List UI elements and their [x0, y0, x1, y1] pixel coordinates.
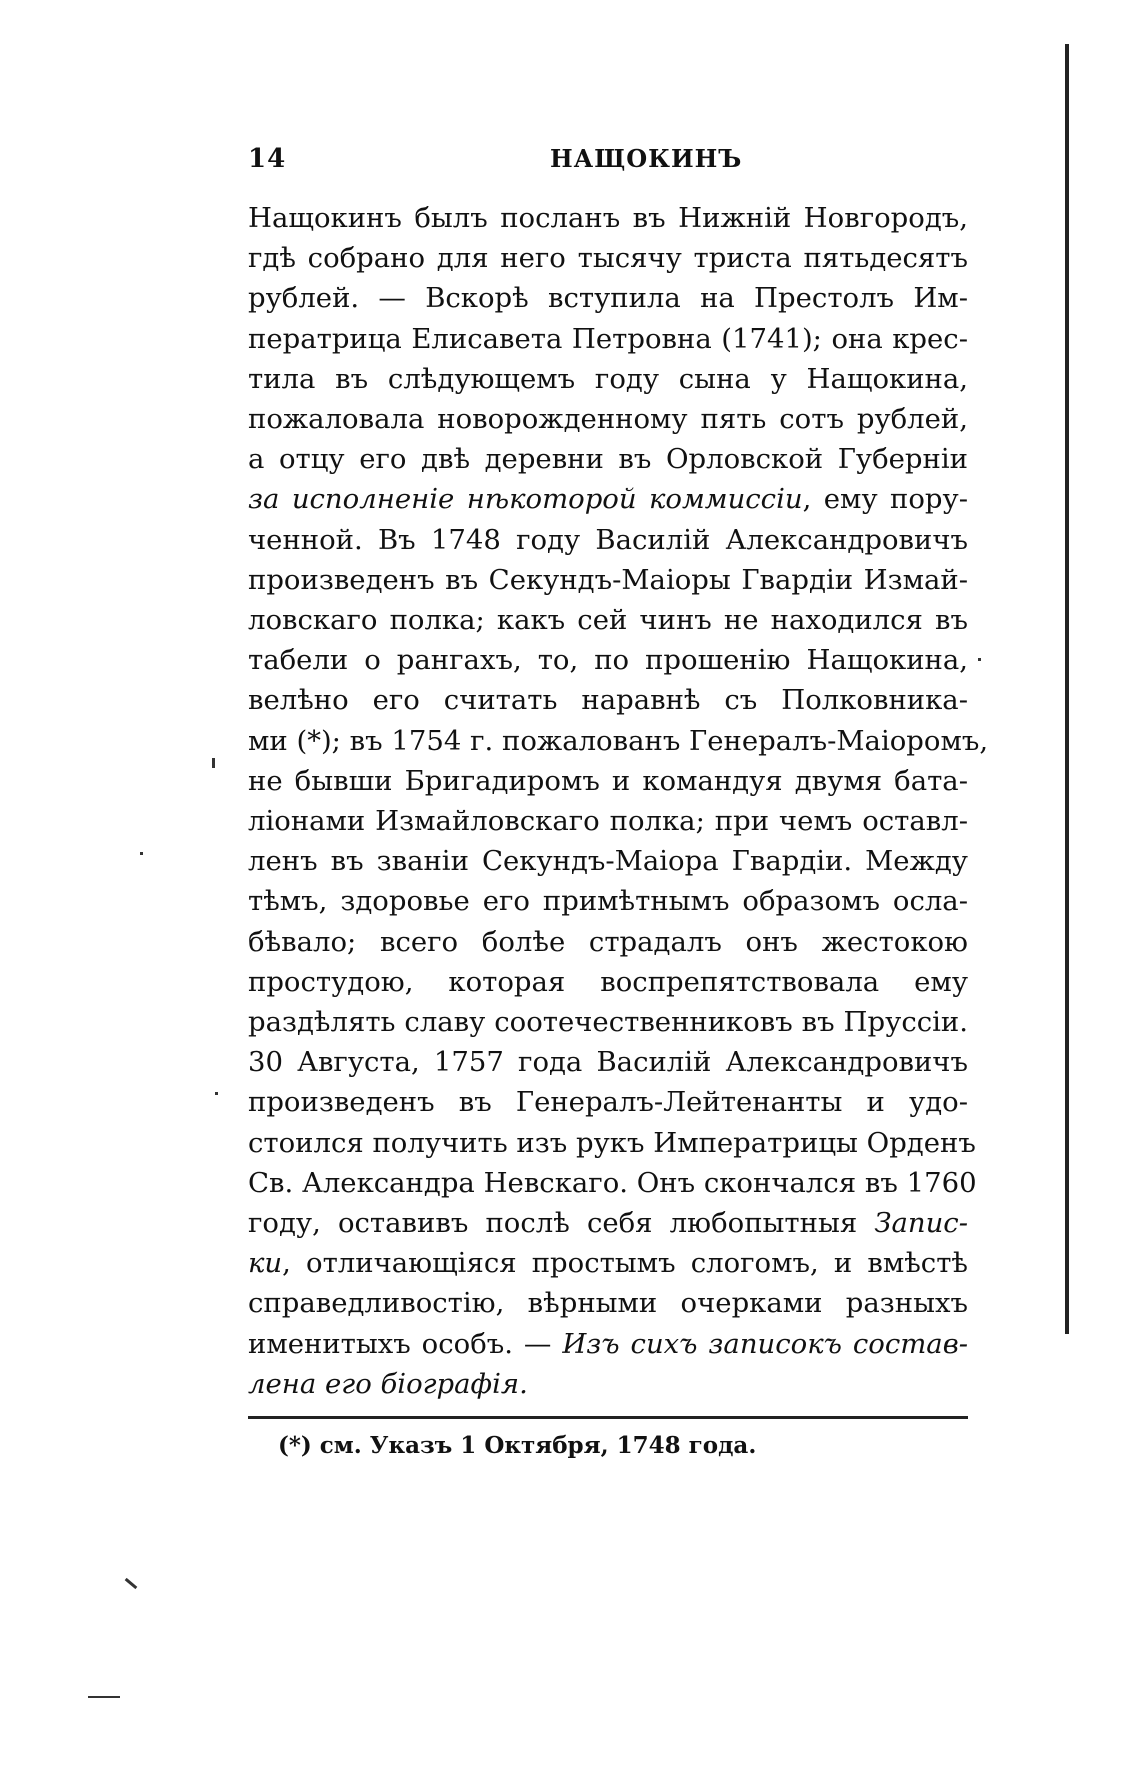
text-fragment: , ему пору-: [802, 483, 969, 516]
ink-speck: [978, 658, 981, 661]
text-line-mixed: [248, 1364, 968, 1404]
text-line: справедливостію, вѣрными очерками разныхъ: [248, 1287, 968, 1320]
text-line: пожаловала новорожденному пять сотъ рублей,: [248, 403, 968, 436]
text-line: раздѣлять славу соотечественниковъ въ Пруссіи.: [248, 1006, 968, 1039]
text-line: велѣно его считать наравнѣ съ Полковника-: [248, 684, 968, 717]
text-line: простудою, которая воспрепятствовала ему: [248, 965, 968, 998]
text-line: Нащокинъ былъ посланъ въ Нижній Новгородъ,: [248, 202, 968, 234]
text-line: ми (*); въ 1754 г. пожалованъ Генералъ-Маіоромъ,: [248, 724, 989, 757]
text-fragment: году, оставивъ послѣ себя любопытныя: [248, 1207, 875, 1240]
text-line: ловскаго полка; какъ сей чинъ не находился въ: [248, 604, 968, 637]
italic-phrase: лена его біографія.: [248, 1367, 528, 1400]
page-edge-line: [1065, 44, 1069, 1334]
footnote-rule: [248, 1416, 968, 1419]
text-line: не бывши Бригадиромъ и командуя двумя бата-: [248, 764, 968, 797]
text-line: произведенъ въ Генералъ-Лейтенанты и удо-: [248, 1086, 968, 1119]
ink-speck: [125, 1578, 138, 1589]
ink-speck: [88, 1696, 120, 1698]
text-line: ліонами Измайловскаго полка; при чемъ оставл-: [248, 805, 968, 838]
ink-speck: [212, 758, 215, 768]
text-line: 30 Августа, 1757 года Василій Александровичъ: [248, 1046, 968, 1079]
running-head: [248, 144, 968, 178]
italic-phrase: Изъ сихъ записокъ состав-: [562, 1327, 968, 1360]
ink-speck: [140, 852, 143, 855]
text-line: стоился получить изъ рукъ Императрицы Орденъ: [248, 1126, 976, 1159]
text-line: а отцу его двѣ деревни въ Орловской Губерніи: [248, 443, 968, 476]
italic-phrase: Запис-: [874, 1207, 968, 1240]
text-line: ченной. Въ 1748 году Василій Александровичъ: [248, 523, 968, 556]
text-line: тила въ слѣдующемъ году сына у Нащокина,: [248, 362, 968, 395]
text-fragment: именитыхъ особъ. —: [248, 1327, 563, 1360]
text-fragment: , отличающіяся простымъ слогомъ, и вмѣстѣ: [282, 1247, 968, 1280]
text-line-mixed: [248, 1243, 968, 1283]
text-line: табели о рангахъ, то, по прошенію Нащокина,: [248, 644, 968, 677]
text-line: ператрица Елисавета Петровна (1741); она крес-: [248, 322, 968, 355]
text-line: бѣвало; всего болѣе страдалъ онъ жестокою: [248, 925, 968, 958]
text-line: тѣмъ, здоровье его примѣтнымъ образомъ осла-: [248, 885, 968, 918]
text-line: произведенъ въ Секундъ-Маіоры Гвардіи Измай-: [248, 563, 968, 596]
ink-speck: [215, 1092, 218, 1095]
page-number: 14: [248, 144, 287, 174]
running-head-title: НАЩОКИНЪ: [550, 144, 743, 173]
text-line-mixed: [248, 1324, 968, 1364]
body-text: [248, 198, 989, 1404]
text-line-mixed: [248, 1203, 968, 1243]
text-line: гдѣ собрано для него тысячу триста пятьдесятъ: [248, 242, 968, 275]
text-line: Св. Александра Невскаго. Онъ скончался въ 1760: [248, 1166, 977, 1199]
text-line: ленъ въ званіи Секундъ-Маіора Гвардіи. Между: [248, 845, 968, 878]
text-line-mixed: [248, 479, 968, 519]
italic-phrase: ки: [248, 1247, 283, 1280]
italic-phrase: за исполненіе нѣкоторой коммиссіи: [248, 483, 803, 516]
text-line: рублей. — Вскорѣ вступила на Престолъ Им-: [248, 282, 968, 315]
footnote: (*) см. Указъ 1 Октября, 1748 года.: [278, 1432, 757, 1459]
